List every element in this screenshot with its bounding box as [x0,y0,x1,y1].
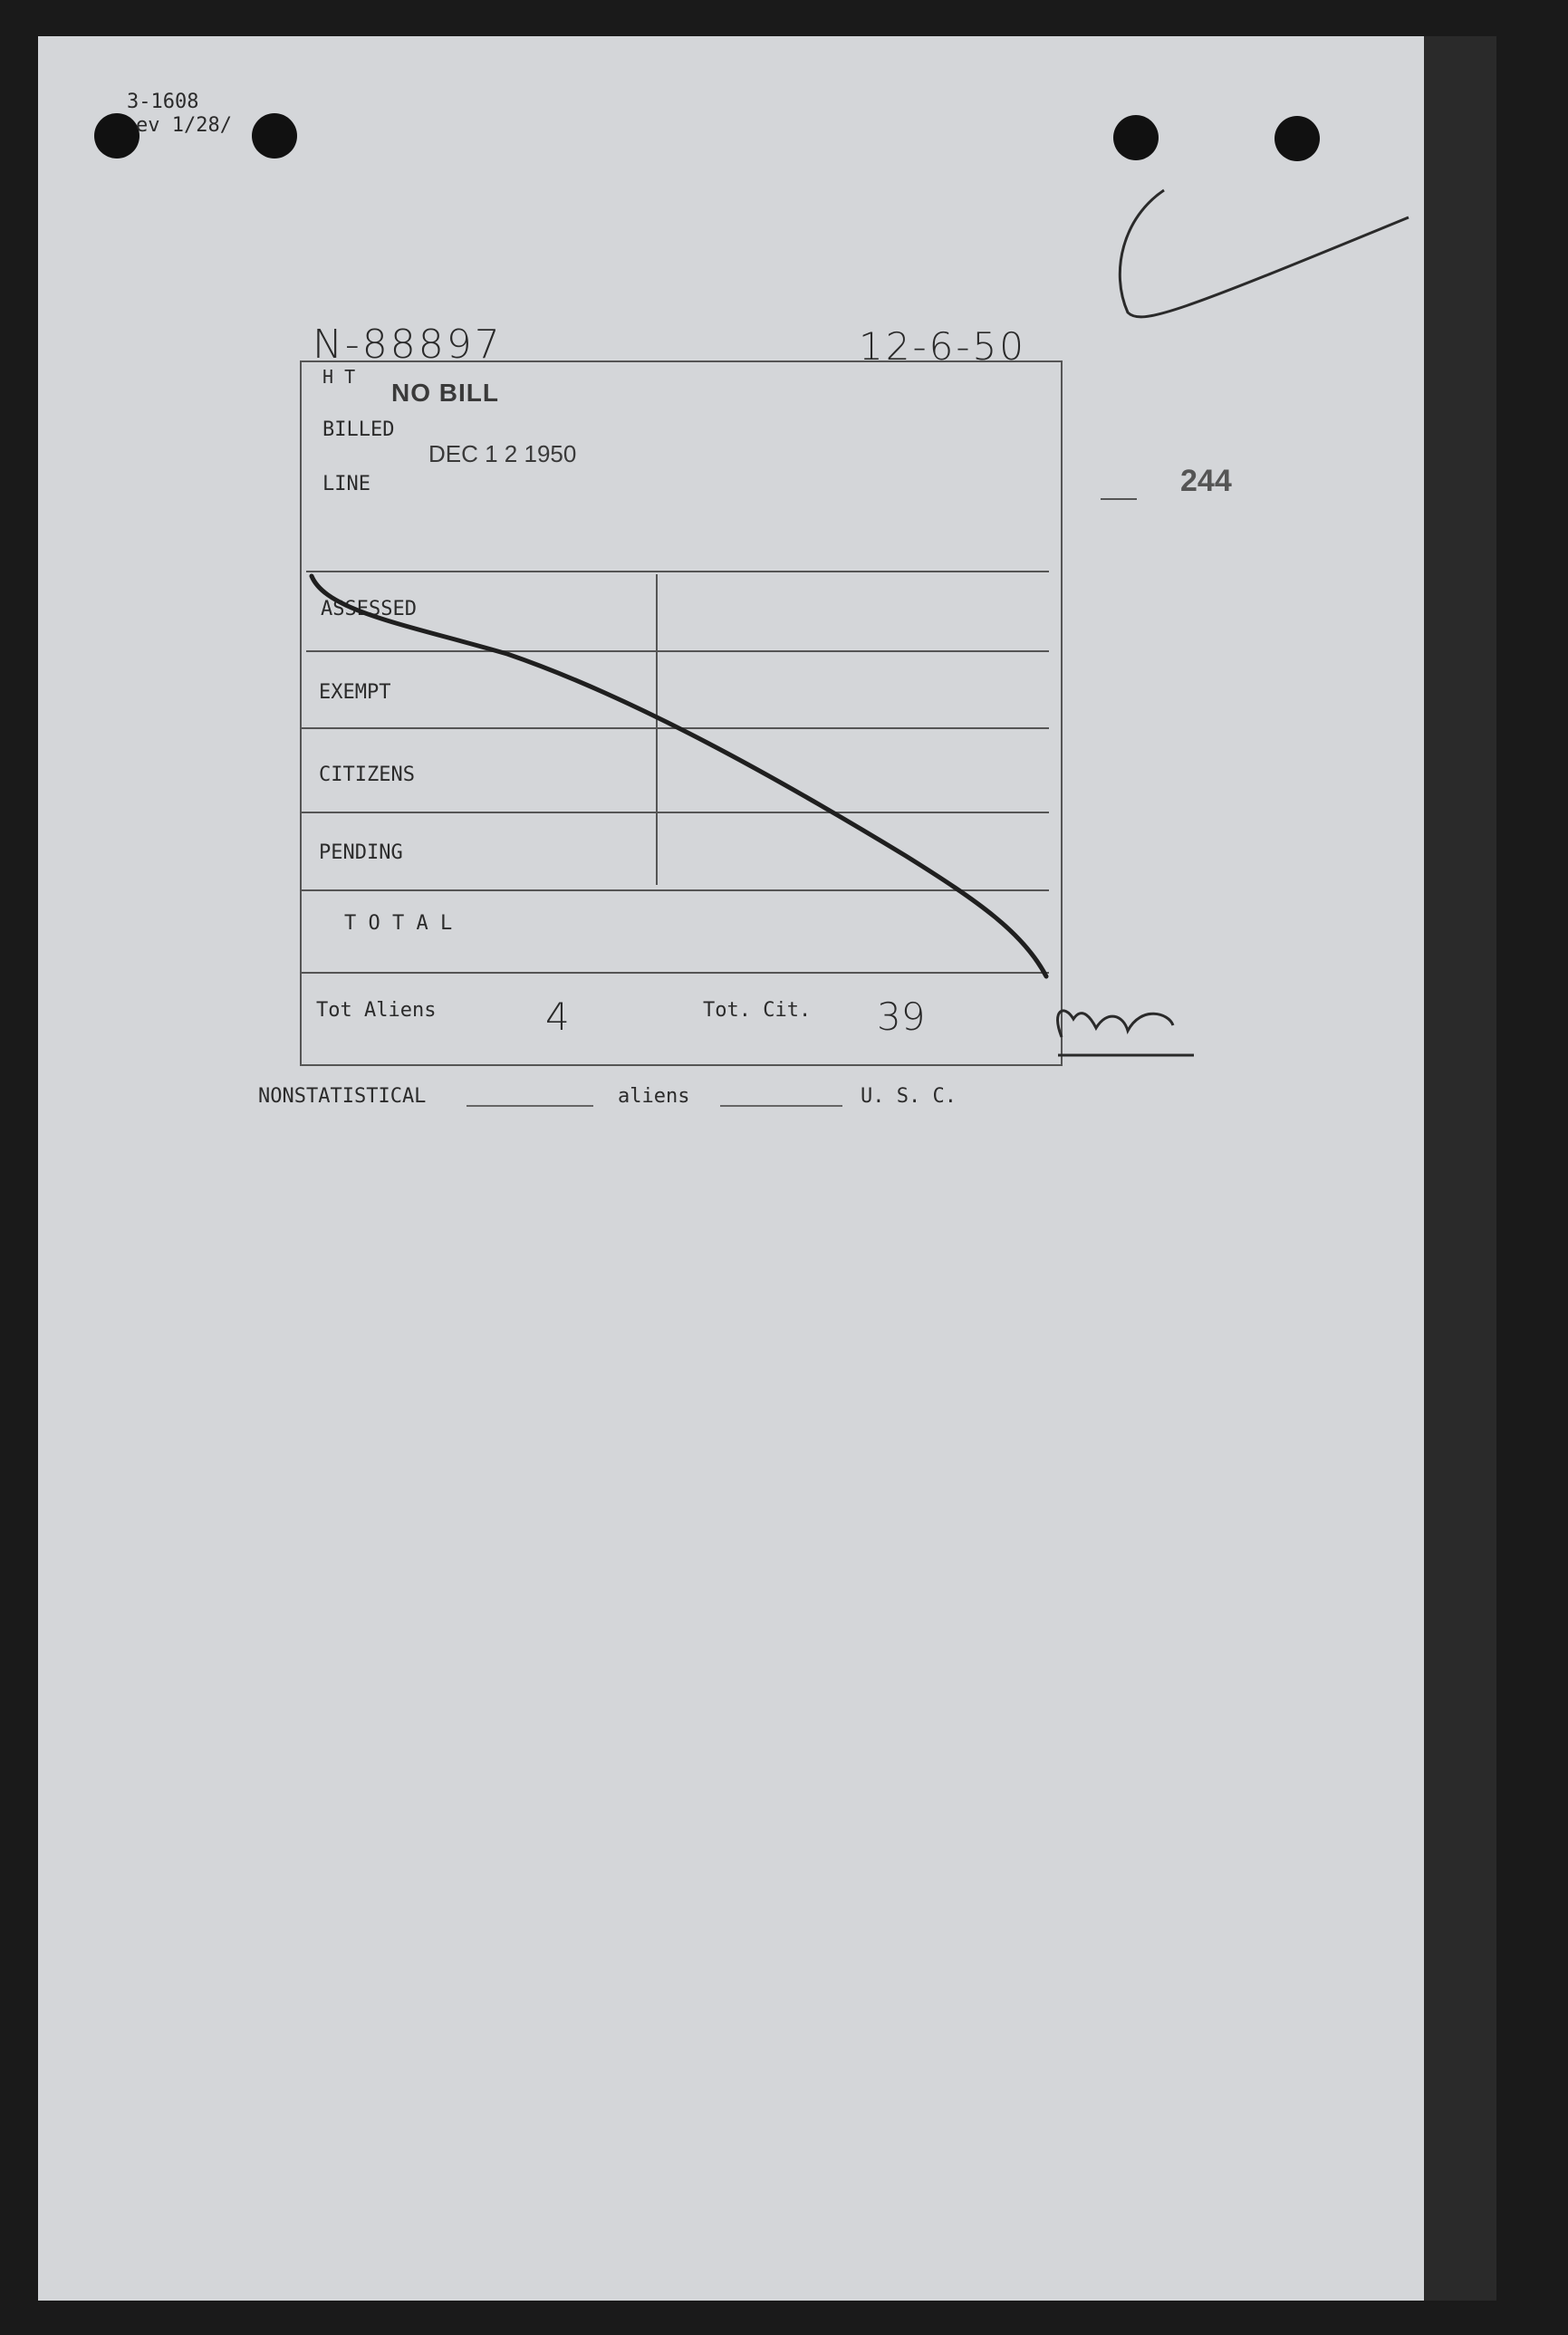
label-exempt: EXEMPT [319,681,391,704]
form-revision: ev 1/28/ [136,114,232,137]
label-ht: H T [322,366,356,388]
label-total: T O T A L [344,912,453,935]
label-tot-cit: Tot. Cit. [703,999,812,1022]
cancel-stroke [312,576,1046,976]
tot-aliens-value: 4 [545,995,570,1039]
label-pending: PENDING [319,841,403,864]
case-number: N-88897 [313,322,503,368]
label-aliens: aliens [618,1085,690,1108]
initials-mark [1058,1011,1194,1055]
label-billed: BILLED [322,418,395,441]
label-tot-aliens: Tot Aliens [316,999,437,1022]
label-nonstatistical: NONSTATISTICAL [258,1085,427,1108]
tot-cit-value: 39 [877,995,926,1039]
check-mark [1120,190,1409,317]
label-citizens: CITIZENS [319,764,415,786]
handwritten-date: 12-6-50 [859,324,1026,369]
status-stamp: NO BILL [391,379,499,407]
billed-date-stamp: DEC 1 2 1950 [428,440,577,467]
label-usc: U. S. C. [861,1085,957,1108]
label-line: LINE [322,473,370,495]
form-number: 3-1608 [127,91,199,113]
label-assessed: ASSESSED [321,598,417,620]
sheet-number-stamp: 244 [1180,464,1232,498]
